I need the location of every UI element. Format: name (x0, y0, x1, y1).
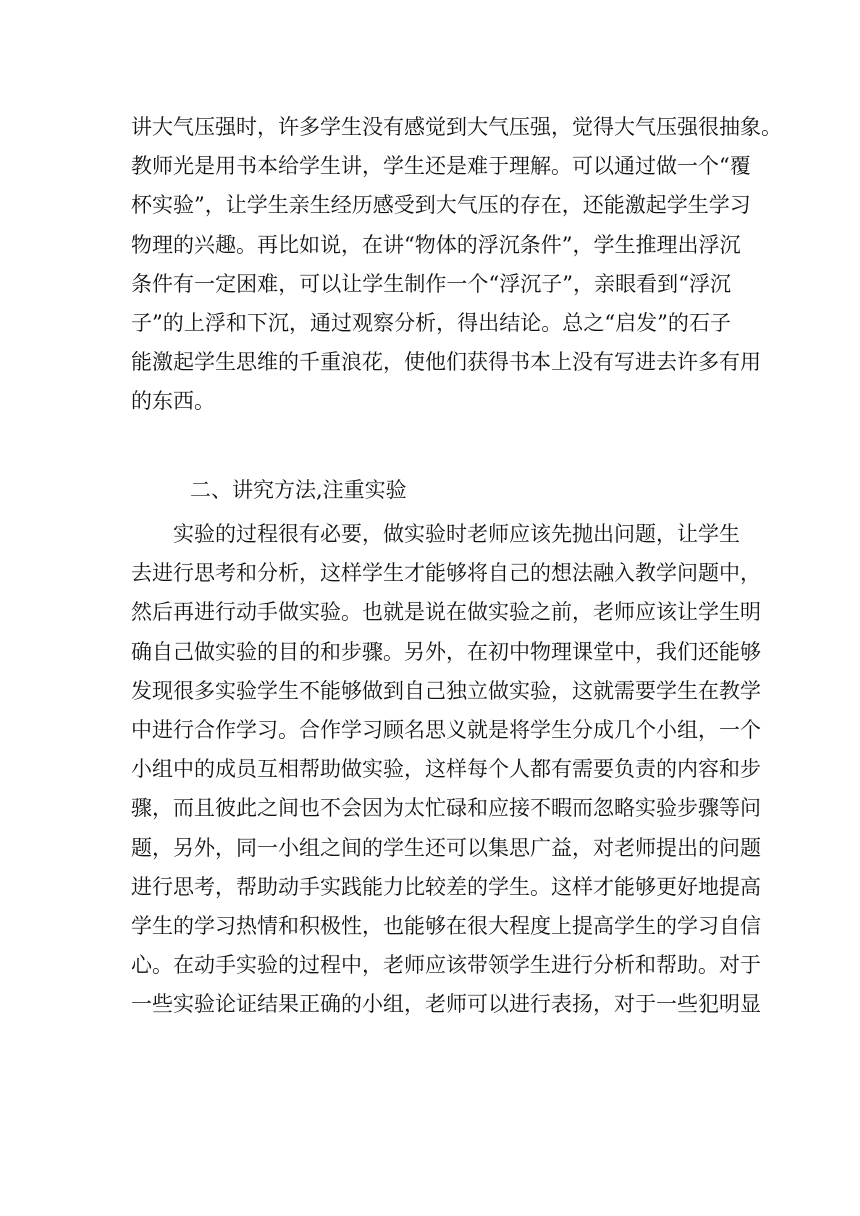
text-line: 然后再进行动手做实验。也就是说在做实验之前，老师应该让学生明 (131, 600, 761, 625)
text-line: 能激起学生思维的千重浪花，使他们获得书本上没有写进去许多有用 (131, 350, 761, 375)
text-line: 心。在动手实验的过程中，老师应该带领学生进行分析和帮助。对于 (131, 953, 761, 978)
text-line: 一些实验论证结果正确的小组，老师可以进行表扬，对于一些犯明显 (131, 992, 761, 1017)
text-line: 实验的过程很有必要，做实验时老师应该先抛出问题，让学生 (131, 522, 740, 546)
text-line: 讲大气压强时，许多学生没有感觉到大气压强，觉得大气压强很抽象。 (131, 115, 782, 139)
text-line: 物理的兴趣。再比如说，在讲“物体的浮沉条件”，学生推理出浮沉 (131, 232, 741, 257)
paragraph-2 (131, 515, 761, 1024)
text-line: 小组中的成员互相帮助做实验，这样每个人都有需要负责的内容和步 (131, 757, 761, 782)
text-line: 条件有一定困难，可以让学生制作一个“浮沉子”，亲眼看到“浮沉 (131, 271, 731, 296)
text-line: 中进行合作学习。合作学习顾名思义就是将学生分成几个小组，一个 (131, 717, 761, 742)
section-heading: 二、讲究方法,注重实验 (190, 478, 407, 502)
text-line: 教师光是用书本给学生讲，学生还是难于理解。可以通过做一个“覆 (131, 154, 751, 179)
text-line: 的东西。 (131, 389, 215, 414)
text-line: 确自己做实验的目的和步骤。另外，在初中物理课堂中，我们还能够 (131, 639, 761, 664)
text-line: 杯实验”，让学生亲生经历感受到大气压的存在，还能激起学生学习 (131, 193, 751, 218)
text-line: 去进行思考和分析，这样学生才能够将自己的想法融入教学问题中， (131, 561, 761, 586)
text-line: 学生的学习热情和积极性，也能够在很大程度上提高学生的学习自信 (131, 913, 761, 938)
text-line: 题，另外，同一小组之间的学生还可以集思广益，对老师提出的问题 (131, 835, 761, 860)
text-line: 进行思考，帮助动手实践能力比较差的学生。这样才能够更好地提高 (131, 874, 761, 899)
text-line: 骤，而且彼此之间也不会因为太忙碌和应接不暇而忽略实验步骤等问 (131, 796, 761, 821)
text-line: 子”的上浮和下沉，通过观察分析，得出结论。总之“启发”的石子 (131, 310, 731, 335)
text-line: 发现很多实验学生不能够做到自己独立做实验，这就需要学生在教学 (131, 678, 761, 703)
paragraph-1 (131, 108, 782, 422)
